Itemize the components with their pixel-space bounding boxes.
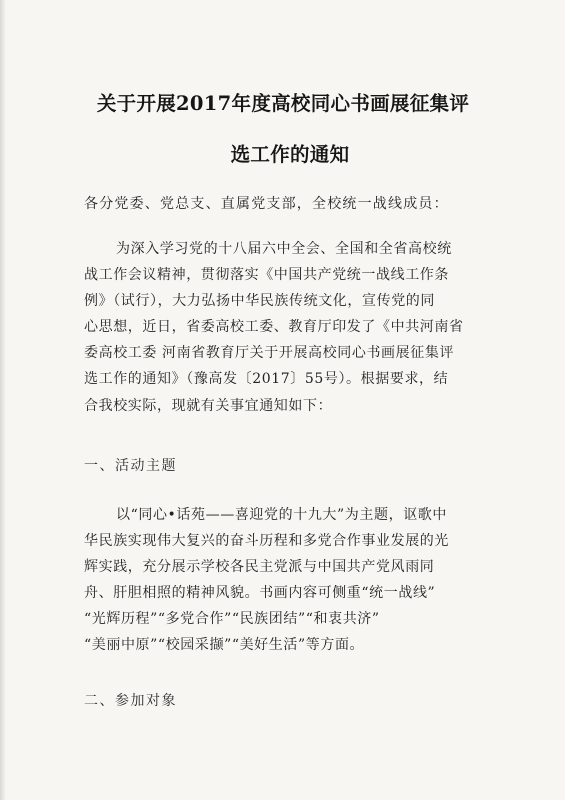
document-title-line-1: 关于开展2017年度高校同心书画展征集评 <box>96 92 470 115</box>
paragraph-1-line: 委高校工委 河南省教育厅关于开展高校同心书画展征集评 <box>84 345 455 361</box>
paragraph-1-line: 为深入学习党的十八届六中全会、全国和全省高校统 <box>116 241 452 257</box>
section-heading-1: 一、活动主题 <box>84 458 177 474</box>
paragraph-2-line: “光辉历程”“多党合作”“民族团结”“和衷共济” <box>84 611 380 627</box>
section-heading-2: 二、参加对象 <box>84 693 177 709</box>
paragraph-2-line: 华民族实现伟大复兴的奋斗历程和多党合作事业发展的光 <box>84 533 449 549</box>
paragraph-2-line: 以“同心•话苑——喜迎党的十九大”为主题，讴歌中 <box>116 507 447 523</box>
paragraph-1-line: 心思想，近日，省委高校工委、教育厅印发了《中共河南省 <box>84 319 464 335</box>
salutation: 各分党委、党总支、直属党支部，全校统一战线成员： <box>84 196 449 212</box>
paragraph-1-line: 选工作的通知》（豫高发〔2017〕55号）。根据要求，结 <box>84 371 449 387</box>
paragraph-2-line: 辉实践，充分展示学校各民主党派与中国共产党风雨同 <box>84 559 435 575</box>
paragraph-2-line: “美丽中原”“校园采撷”“美好生活”等方面。 <box>84 637 365 653</box>
scan-edge-shadow <box>0 0 6 800</box>
paragraph-1-line: 例》（试行），大力弘扬中华民族传统文化，宣传党的同 <box>84 293 435 309</box>
paragraph-1-line: 战工作会议精神，贯彻落实《中国共产党统一战线工作条 <box>84 267 449 283</box>
paragraph-2-line: 舟、肝胆相照的精神风貌。书画内容可侧重“统一战线” <box>84 585 436 601</box>
paragraph-1-line: 合我校实际，现就有关事宜通知如下： <box>84 398 333 414</box>
document-title-line-2: 选工作的通知 <box>230 143 350 166</box>
